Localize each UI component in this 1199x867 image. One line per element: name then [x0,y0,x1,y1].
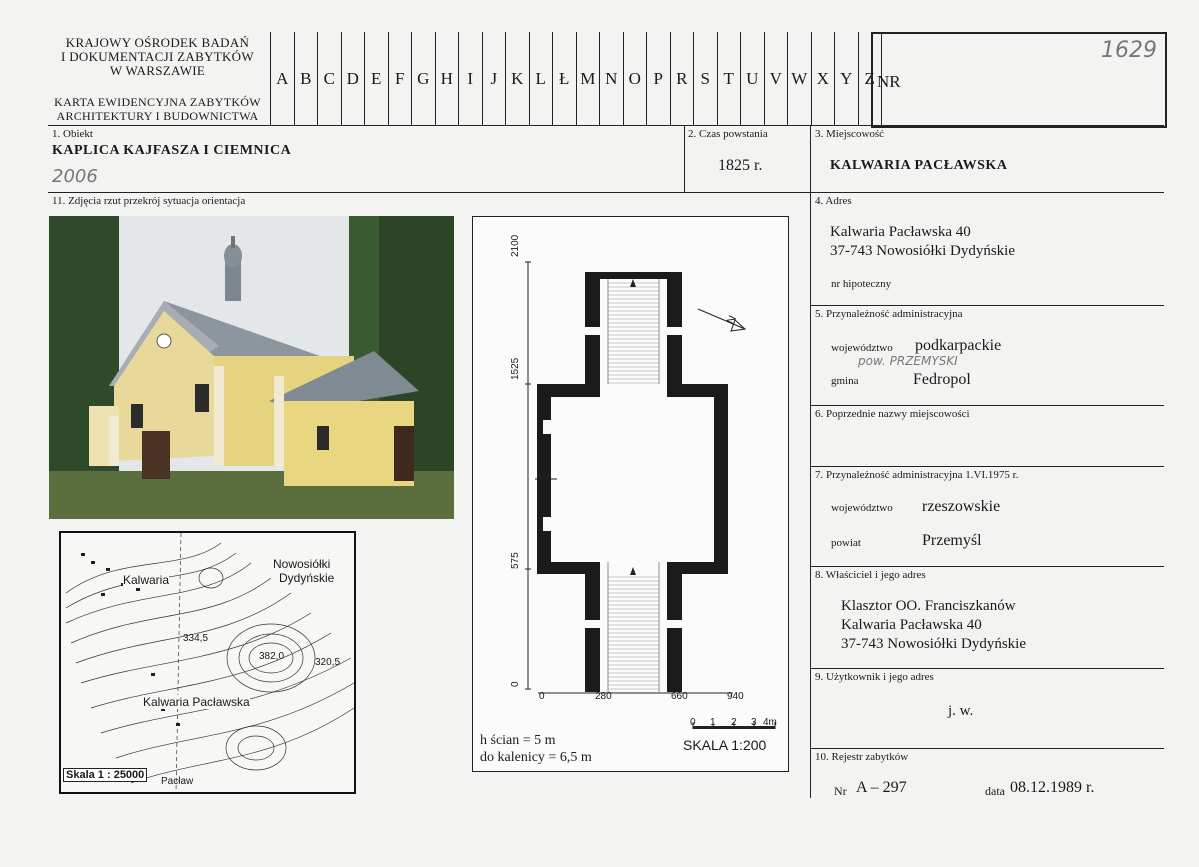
zdjecia-label: 11. Zdjęcia rzut przekrój sytuacja orientacja [52,195,246,207]
ridge-height: do kalenicy = 6,5 m [480,750,592,765]
wlasciciel-line-3: 37-743 Nowosiółki Dydyńskie [841,636,1026,652]
wlasciciel-line-2: Kalwaria Pacławska 40 [841,617,982,633]
przynaleznosc1975-label: 7. Przynależność administracyjna 1.VI.1975 r. [815,469,1019,481]
handwritten-number: 1629 [1101,38,1157,63]
letter-cell: S [693,32,717,125]
nr-hipoteczny-label: nr hipoteczny [831,278,892,290]
uzytkownik-label: 9. Użytkownik i jego adres [815,671,934,683]
wojewodztwo-label: województwo [831,342,893,354]
adres-label: 4. Adres [815,195,852,207]
map-label-paclaw: Pacław [161,776,194,787]
rejestr-label: 10. Rejestr zabytków [815,751,909,763]
letter-cell: G [411,32,435,125]
uzytkownik-value: j. w. [948,703,974,719]
miejscowosc-value: KALWARIA PACŁAWSKA [830,158,1008,173]
plan-dim-v-575: 575 [510,552,521,569]
handwritten-ref: 2006 [52,166,98,187]
plan-dim-h-660: 660 [671,691,688,702]
letter-cell: Y [834,32,858,125]
plan-dim-h-940: 940 [727,691,744,702]
wall-height: h ścian = 5 m [480,733,556,748]
plan-dim-h-0: 0 [539,691,545,702]
scale-tick-4: 4m [763,717,777,728]
plan-scale-label: SKALA 1:200 [683,737,767,753]
letter-cell: L [529,32,553,125]
letter-cell: U [740,32,764,125]
letter-cell: W [787,32,811,125]
gmina-label: gmina [831,375,859,387]
north-label: N [724,313,740,327]
obiekt-value: KAPLICA KAJFASZA I CIEMNICA [52,143,292,158]
letter-cell: Z [858,32,883,125]
letter-cell: Ł [552,32,576,125]
wlasciciel-line-1: Klasztor OO. Franciszkanów [841,598,1016,614]
map-label-elev-1: 334,5 [183,633,209,644]
rejestr-nr-label: Nr [834,784,847,798]
nr-label: NR [877,72,901,91]
map-label-kalwaria: Kalwaria [123,573,170,587]
letter-cell: A [270,32,294,125]
adres-line-2: 37-743 Nowosiółki Dydyńskie [830,243,1015,259]
map-label-kalwaria-paclawska: Kalwaria Pacławska [143,695,250,709]
letter-cell: B [294,32,318,125]
wojewodztwo1975-value: rzeszowskie [922,498,1001,515]
letter-cell: X [811,32,835,125]
wojewodztwo-value: podkarpackie [915,337,1002,354]
letter-cell: F [388,32,412,125]
institution-name: KRAJOWY OŚRODEK BADAŃ I DOKUMENTACJI ZABYTKÓW W WARSZAWIE [61,35,254,78]
letter-cell: M [576,32,600,125]
chapel-photo [49,216,454,519]
powiat-handwritten: pow. PRZEMYSKI [858,354,958,368]
czas-label: 2. Czas powstania [688,128,768,140]
letter-cell: J [482,32,506,125]
przynaleznosc-label: 5. Przynależność administracyjna [815,308,963,320]
scale-tick-3: 3 [751,717,757,728]
letter-index [270,32,882,125]
miejscowosc-label: 3. Miejscowość [815,128,885,140]
letter-cell: O [623,32,647,125]
letter-cell: E [364,32,388,125]
letter-cell: T [717,32,741,125]
plan-dim-v-1525: 1525 [510,357,521,380]
obiekt-label: 1. Obiekt [52,128,93,140]
map-label-dydynskie: Dydyńskie [279,571,335,585]
plan-dim-v-2100: 2100 [510,234,521,257]
scale-tick-0: 0 [690,717,696,728]
map-label-elev-2: 382,0 [259,651,285,662]
floor-plan [472,216,789,772]
map-label-nowosiolki: Nowosiółki [273,557,331,571]
letter-cell: R [670,32,694,125]
czas-value: 1825 r. [718,157,763,174]
letter-cell: P [646,32,670,125]
map-scale-label: Skala 1 : 25000 [63,768,147,782]
wlasciciel-label: 8. Właściciel i jego adres [815,569,926,581]
scale-tick-1: 1 [710,717,716,728]
nr-box [871,32,1167,128]
adres-line-1: Kalwaria Pacławska 40 [830,224,971,240]
letter-cell: H [435,32,459,125]
scale-tick-2: 2 [731,717,737,728]
letter-cell: C [317,32,341,125]
map-label-elev-3: 320,5 [315,657,341,668]
plan-dim-h-280: 280 [595,691,612,702]
powiat1975-value: Przemyśl [922,532,982,549]
card-type: KARTA EWIDENCYJNA ZABYTKÓW ARCHITEKTURY I BUDOWNICTWA [54,95,261,123]
letter-cell: K [505,32,529,125]
wojewodztwo1975-label: województwo [831,502,893,514]
letter-cell: N [599,32,623,125]
letter-cell: D [341,32,365,125]
poprzednie-label: 6. Poprzednie nazwy miejscowości [815,408,970,420]
rejestr-nr-value: A – 297 [856,779,907,796]
rejestr-data-value: 08.12.1989 r. [1010,779,1095,796]
location-map [59,531,356,794]
letter-cell: V [764,32,788,125]
plan-dim-v-0: 0 [510,681,521,687]
powiat1975-label: powiat [831,537,861,549]
gmina-value: Fedropol [913,371,971,388]
letter-cell: I [458,32,482,125]
rejestr-data-label: data [985,784,1005,798]
